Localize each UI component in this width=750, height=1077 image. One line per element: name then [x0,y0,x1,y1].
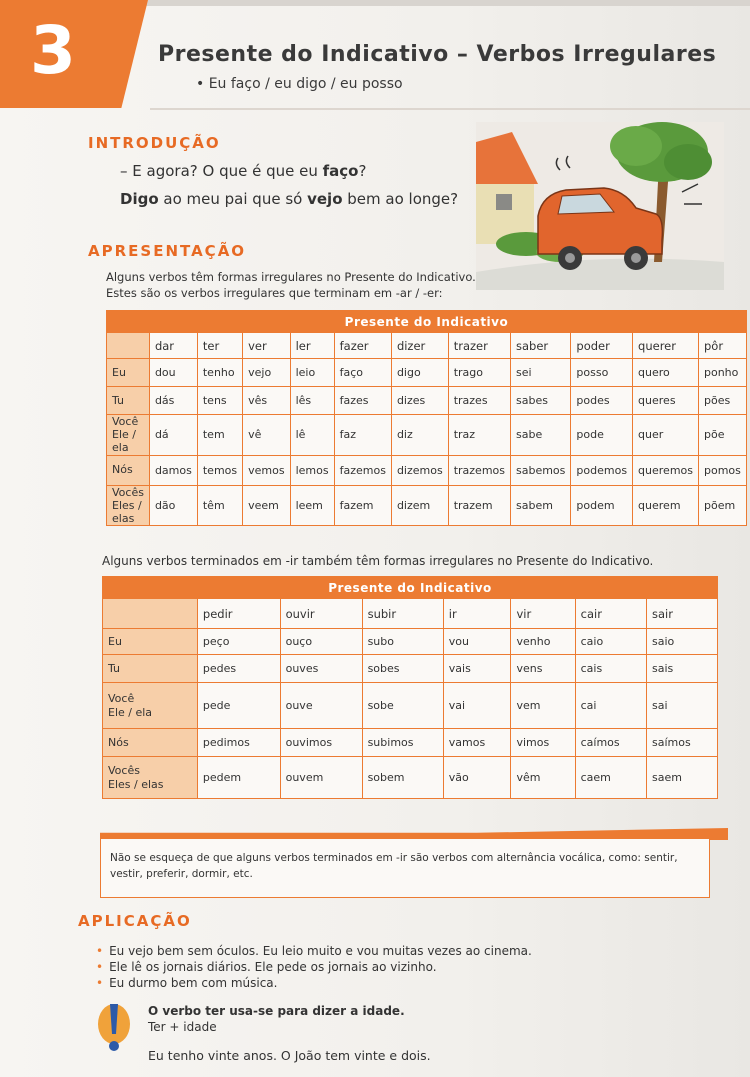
exclamation-icon [96,998,132,1060]
verb-form-cell: leem [290,485,334,526]
verb-form-cell: põe [699,415,747,456]
verb-column-header: poder [571,333,633,359]
verb-form-cell: caio [575,629,646,655]
intro-line-2-bold-1: Digo [120,190,159,208]
verb-form-cell: ouvem [280,757,362,799]
verb-form-cell: sabemos [511,455,571,485]
verb-form-cell: pedimos [197,729,280,757]
verb-form-cell: traz [448,415,510,456]
verb-column-header: ter [197,333,242,359]
pronoun-cell: Eu [103,629,198,655]
verb-form-cell: têm [197,485,242,526]
table-row [107,455,747,485]
verb-form-cell: podem [571,485,633,526]
verb-column-header: ir [443,599,511,629]
table-banner: Presente do Indicativo [107,311,747,333]
intro-line-1-bold: faço [322,162,359,180]
presentation-text-3: Alguns verbos terminados em -ir também têm formas irregulares no Presente do Indicativo. [102,554,654,568]
table-row [103,757,718,799]
verb-form-cell: ouvimos [280,729,362,757]
verb-form-cell: ouves [280,655,362,683]
bullet-icon: • [96,976,104,990]
verb-form-cell: pedem [197,757,280,799]
verb-form-cell: pode [571,415,633,456]
verb-form-cell: cais [575,655,646,683]
verb-form-cell: cai [575,683,646,729]
table-row [107,485,747,526]
verb-column-header: ouvir [280,599,362,629]
verb-form-cell: pões [699,387,747,415]
verb-form-cell: sobes [362,655,443,683]
verb-form-cell: vês [243,387,290,415]
intro-line-1-post: ? [358,162,367,180]
table-row [107,359,747,387]
pronoun-cell: Tu [103,655,198,683]
note-text: Não se esqueça de que alguns verbos terminados em -ir são verbos com alternância vocálica, como: sentir, vestir, preferir, dormir, etc. [110,852,678,881]
verb-form-cell: sabem [511,485,571,526]
verb-form-cell: leio [290,359,334,387]
verb-form-cell: vais [443,655,511,683]
verb-form-cell: posso [571,359,633,387]
verb-form-cell: tenho [197,359,242,387]
verb-form-cell: pedes [197,655,280,683]
table-banner: Presente do Indicativo [103,577,718,599]
verb-form-cell: dou [149,359,197,387]
verb-form-cell: lemos [290,455,334,485]
pronoun-cell: Nós [107,455,150,485]
verb-form-cell: dizes [391,387,448,415]
application-line [96,976,277,990]
pronoun-cell: Vocês Eles / elas [107,485,150,526]
intro-line-1-pre: – E agora? O que é que eu [120,162,323,180]
table-row [103,629,718,655]
verb-form-cell: saem [647,757,718,799]
verb-column-header: ver [243,333,290,359]
table-row [103,683,718,729]
verb-column-header: pedir [197,599,280,629]
pronoun-cell: Tu [107,387,150,415]
verb-form-cell: diz [391,415,448,456]
verb-column-header: dar [149,333,197,359]
intro-line-2-bold-2: vejo [307,190,343,208]
verb-form-cell: peço [197,629,280,655]
verb-form-cell: caem [575,757,646,799]
pronoun-cell: Você Ele / ela [107,415,150,456]
verb-form-cell: faço [334,359,391,387]
verb-form-cell: lê [290,415,334,456]
pronoun-cell: Vocês Eles / elas [103,757,198,799]
verb-form-cell: queremos [633,455,699,485]
verb-form-cell: trago [448,359,510,387]
verb-form-cell: lês [290,387,334,415]
verb-form-cell: quer [633,415,699,456]
verb-form-cell: caímos [575,729,646,757]
verb-form-cell: trazem [448,485,510,526]
verb-form-cell: saímos [647,729,718,757]
verb-form-cell: dizemos [391,455,448,485]
verb-form-cell: temos [197,455,242,485]
application-heading: APLICAÇÃO [78,912,192,930]
verb-form-cell: dá [149,415,197,456]
conjugation-table-ir [102,576,718,799]
verb-form-cell: vão [443,757,511,799]
verb-form-cell: vê [243,415,290,456]
presentation-text-2: Estes são os verbos irregulares que terminam em -ar / -er: [106,286,443,300]
verb-form-cell: sobe [362,683,443,729]
verb-column-header: saber [511,333,571,359]
verb-form-cell: ouve [280,683,362,729]
verb-form-cell: vimos [511,729,575,757]
verb-form-cell: vêm [511,757,575,799]
page-title: Presente do Indicativo – Verbos Irregulares [158,42,717,67]
verb-form-cell: sobem [362,757,443,799]
verb-form-cell: pomos [699,455,747,485]
chapter-number: 3 [30,12,76,89]
bullet-icon: • [96,944,104,958]
verb-form-cell: trazes [448,387,510,415]
verb-column-header: dizer [391,333,448,359]
table-corner [107,333,150,359]
table-row [107,387,747,415]
intro-heading: INTRODUÇÃO [88,134,221,152]
table-corner [103,599,198,629]
table-row [107,415,747,456]
verb-form-cell: ponho [699,359,747,387]
verb-form-cell: damos [149,455,197,485]
conjugation-table-ar-er [106,310,747,526]
verb-form-cell: vemos [243,455,290,485]
verb-column-header: querer [633,333,699,359]
verb-form-cell: querem [633,485,699,526]
verb-column-header: fazer [334,333,391,359]
verb-form-cell: sabes [511,387,571,415]
tip-formula: Ter + idade [148,1020,217,1034]
verb-form-cell: trazemos [448,455,510,485]
table-row [103,655,718,683]
intro-line-1 [120,162,366,180]
verb-form-cell: subo [362,629,443,655]
intro-line-2 [120,190,458,208]
verb-form-cell: fazem [334,485,391,526]
verb-form-cell: sais [647,655,718,683]
application-line [96,960,437,974]
presentation-heading: APRESENTAÇÃO [88,242,247,260]
pronoun-cell: Nós [103,729,198,757]
bullet-icon: • [96,960,104,974]
car-crash-illustration [476,112,724,290]
tip-title: O verbo ter usa-se para dizer a idade. [148,1004,405,1018]
application-line-text: Ele lê os jornais diários. Ele pede os jornais ao vizinho. [109,960,437,974]
verb-form-cell: tem [197,415,242,456]
verb-form-cell: faz [334,415,391,456]
page-subtitle: • Eu faço / eu digo / eu posso [196,76,403,92]
verb-form-cell: tens [197,387,242,415]
verb-form-cell: veem [243,485,290,526]
application-line [96,944,532,958]
verb-form-cell: sabe [511,415,571,456]
verb-form-cell: vamos [443,729,511,757]
pronoun-cell: Você Ele / ela [103,683,198,729]
tip-example: Eu tenho vinte anos. O João tem vinte e dois. [148,1048,431,1063]
verb-form-cell: pede [197,683,280,729]
application-line-text: Eu vejo bem sem óculos. Eu leio muito e vou muitas vezes ao cinema. [109,944,532,958]
presentation-text-1: Alguns verbos têm formas irregulares no Presente do Indicativo. [106,270,476,284]
verb-column-header: vir [511,599,575,629]
intro-line-2-mid: ao meu pai que só [158,190,308,208]
verb-form-cell: vem [511,683,575,729]
verb-form-cell: dizem [391,485,448,526]
verb-form-cell: dão [149,485,197,526]
verb-column-header: ler [290,333,334,359]
verb-column-header: pôr [699,333,747,359]
verb-form-cell: queres [633,387,699,415]
verb-column-header: trazer [448,333,510,359]
verb-form-cell: dás [149,387,197,415]
verb-form-cell: fazes [334,387,391,415]
application-line-text: Eu durmo bem com música. [109,976,278,990]
table-row [103,729,718,757]
verb-form-cell: sai [647,683,718,729]
verb-column-header: subir [362,599,443,629]
title-divider [150,108,750,110]
intro-line-2-post: bem ao longe? [342,190,459,208]
verb-form-cell: vou [443,629,511,655]
verb-form-cell: subimos [362,729,443,757]
verb-form-cell: sei [511,359,571,387]
verb-form-cell: quero [633,359,699,387]
verb-form-cell: vejo [243,359,290,387]
verb-form-cell: ouço [280,629,362,655]
verb-form-cell: podemos [571,455,633,485]
verb-form-cell: fazemos [334,455,391,485]
verb-form-cell: põem [699,485,747,526]
verb-form-cell: digo [391,359,448,387]
verb-form-cell: venho [511,629,575,655]
verb-form-cell: vai [443,683,511,729]
pronoun-cell: Eu [107,359,150,387]
verb-form-cell: podes [571,387,633,415]
verb-form-cell: saio [647,629,718,655]
verb-column-header: cair [575,599,646,629]
verb-form-cell: vens [511,655,575,683]
verb-column-header: sair [647,599,718,629]
